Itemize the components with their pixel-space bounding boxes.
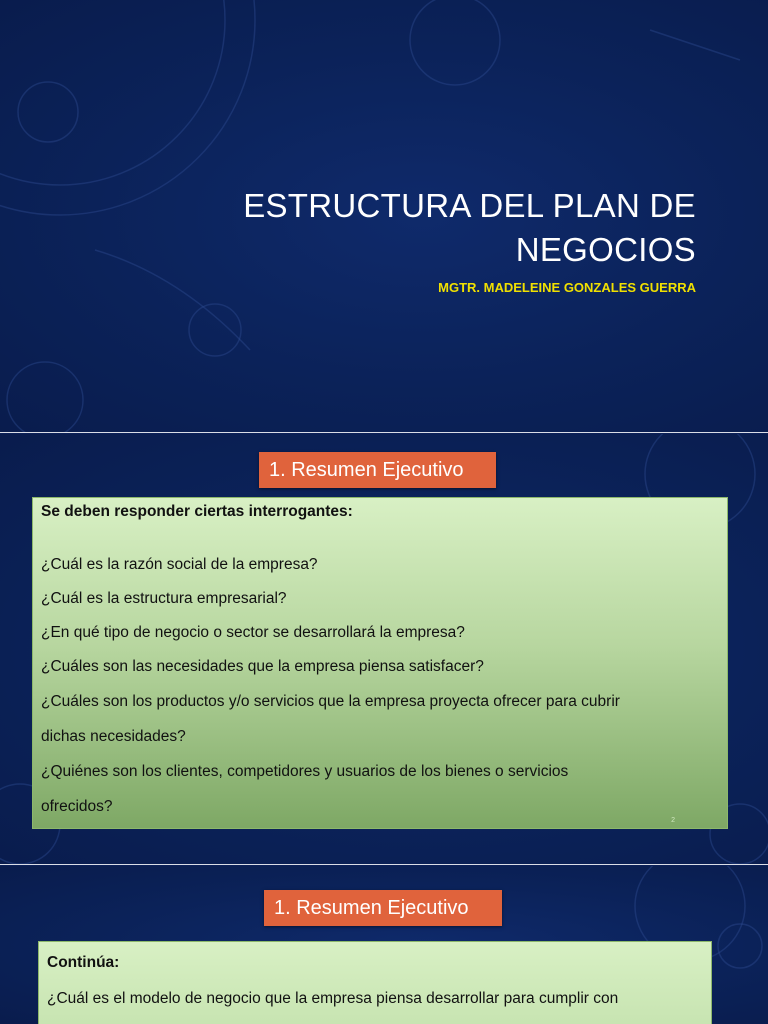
section-title-badge: 1. Resumen Ejecutivo [264, 890, 502, 926]
question-item: ¿Cuál es la razón social de la empresa? [41, 556, 318, 573]
question-item: ¿Cuál es la estructura empresarial? [41, 590, 287, 607]
box-heading: Se deben responder ciertas interrogantes: [41, 503, 353, 520]
question-item: ¿Cuáles son los productos y/o servicios que la empresa proyecta ofrecer para cubrir [41, 693, 620, 710]
executive-summary-slide-continued [0, 866, 768, 1024]
question-item: dichas necesidades? [41, 728, 186, 745]
page-number: 2 [671, 817, 675, 824]
title-line-1: ESTRUCTURA DEL PLAN DE [243, 187, 696, 224]
question-item: ¿En qué tipo de negocio o sector se desarrollará la empresa? [41, 624, 465, 641]
title-line-2: NEGOCIOS [515, 231, 696, 268]
questions-box [32, 497, 728, 829]
question-item: ofrecidos? [41, 798, 113, 815]
slide-divider [0, 432, 768, 433]
questions-box [38, 941, 712, 1024]
presentation-title [236, 184, 696, 272]
slide-divider [0, 864, 768, 865]
box-heading: Continúa: [47, 954, 120, 971]
question-item: ¿Cuáles son las necesidades que la empresa piensa satisfacer? [41, 658, 484, 675]
title-slide [0, 0, 768, 432]
author-name: MGTR. MADELEINE GONZALES GUERRA [438, 280, 696, 295]
executive-summary-slide [0, 434, 768, 864]
question-item: ¿Cuál es el modelo de negocio que la empresa piensa desarrollar para cumplir con [47, 990, 619, 1007]
section-title-badge: 1. Resumen Ejecutivo [259, 452, 496, 488]
question-item: ¿Quiénes son los clientes, competidores y usuarios de los bienes o servicios [41, 763, 569, 780]
